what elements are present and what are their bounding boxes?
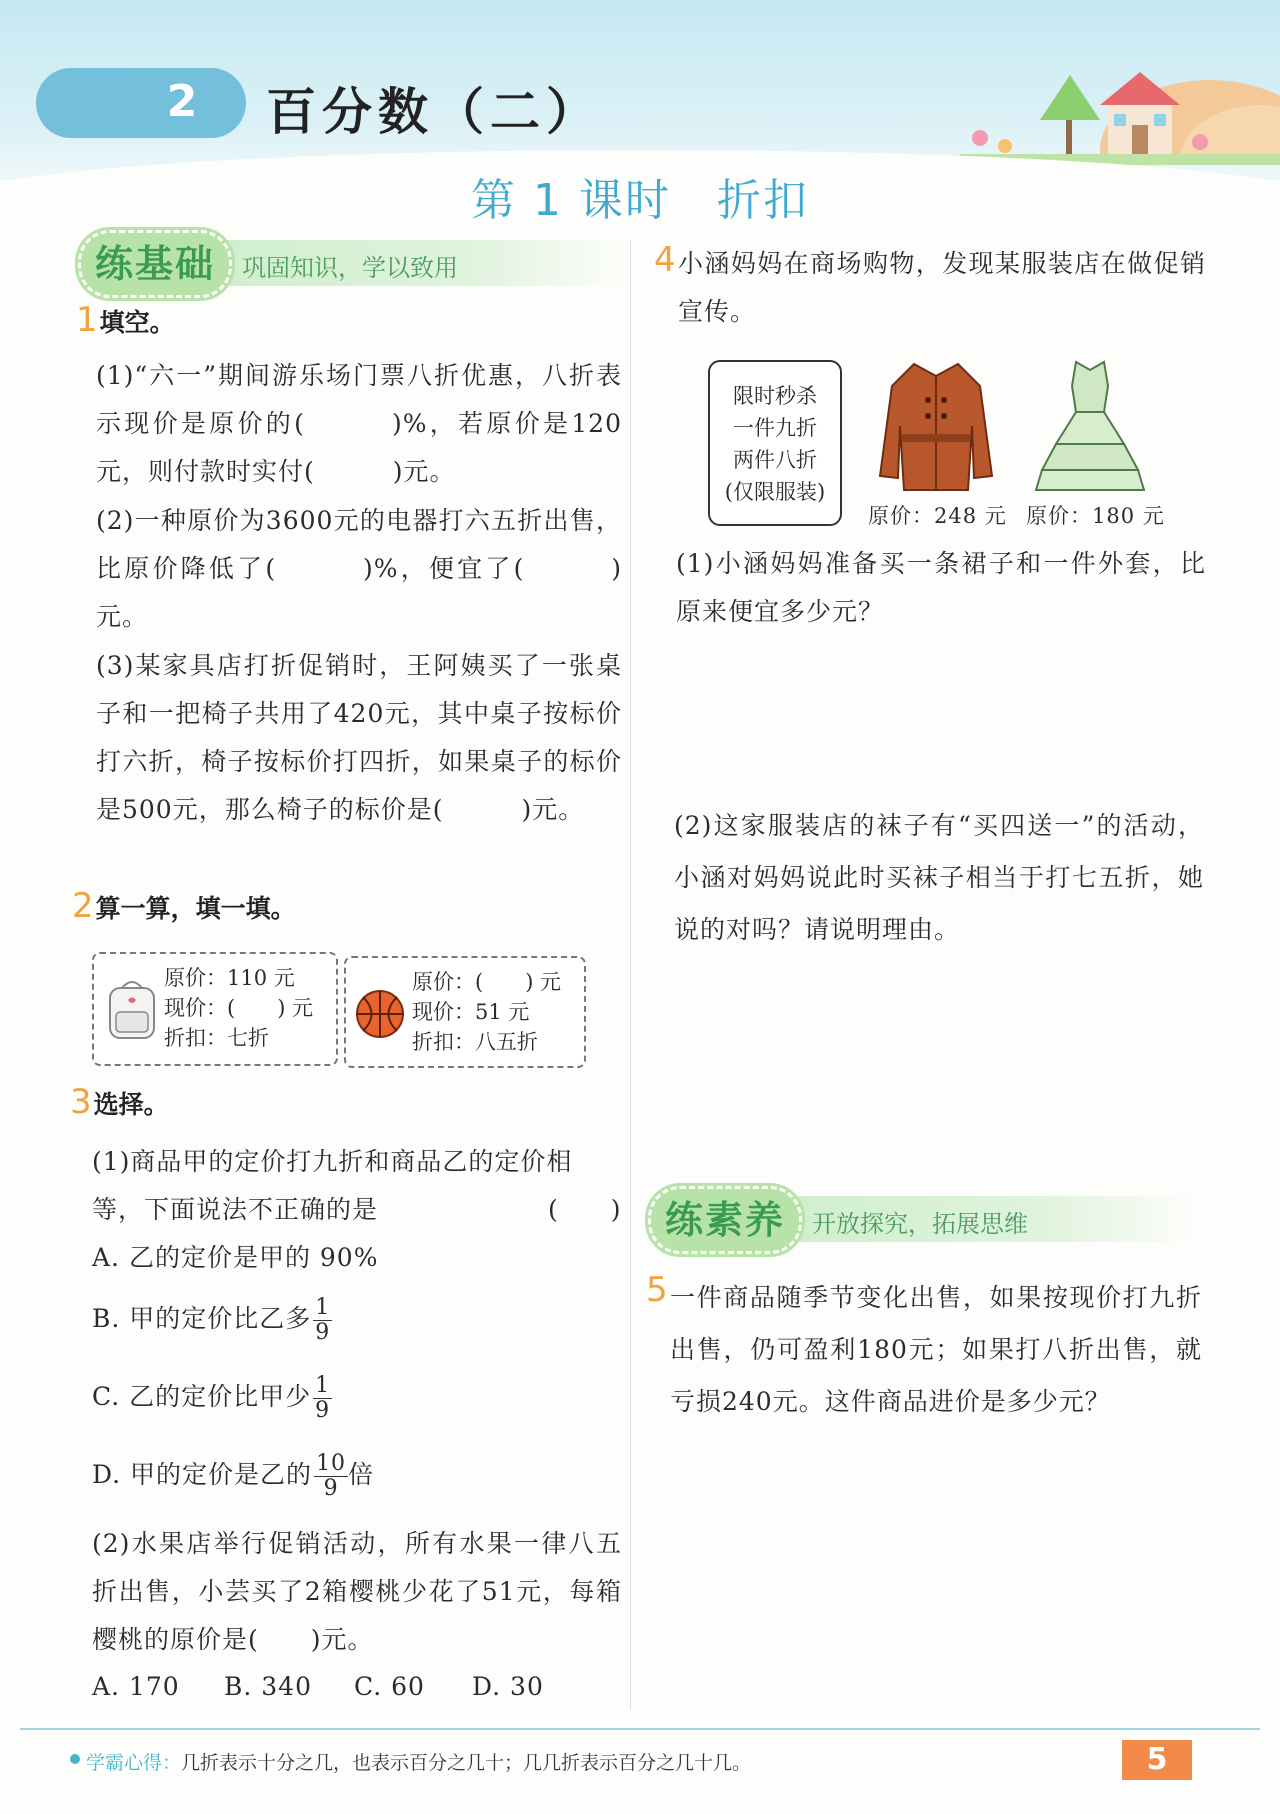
chapter-title: 百分数（二）: [266, 83, 602, 141]
section-banner-advanced: [656, 1196, 1196, 1242]
question-3-title: 选择。: [93, 1090, 169, 1119]
page-number: 5: [1122, 1740, 1192, 1780]
question-1-part-3: (3)某家具店打折促销时，王阿姨买了一张桌子和一把椅子共用了420元，其中桌子按标价打六折，椅子按标价打四折，如果桌子的标价是500元，那么椅子的标价是( )元。: [96, 651, 622, 824]
backpack-discount: 折扣：七折: [164, 1026, 269, 1050]
question-5-number-wrap: [646, 1270, 670, 1310]
option-c-text: C. 乙的定价比甲少: [92, 1382, 312, 1411]
question-2-number: 2: [72, 886, 94, 926]
backpack-original-price: 原价：110 元: [164, 966, 295, 990]
footer-tip: [86, 1748, 751, 1775]
dress-icon: [1034, 356, 1146, 496]
promo-line-4: (仅限服装): [724, 480, 826, 504]
footer-bullet-icon: [70, 1754, 80, 1764]
option-c: [92, 1374, 332, 1423]
footer-tip-text: 几折表示十分之几，也表示百分之几十；几几折表示百分之几十几。: [181, 1752, 752, 1774]
basketball-current-price: 现价：51 元: [412, 1000, 530, 1024]
lesson-number: 第 1 课时: [471, 175, 671, 226]
question-3-1-line-1: (1)商品甲的定价打九折和商品乙的定价相: [92, 1147, 573, 1176]
question-3-1-answer-paren: ( ): [548, 1195, 622, 1224]
question-4-part-1: (1)小涵妈妈准备买一条裙子和一件外套，比原来便宜多少元？: [676, 549, 1206, 626]
dress-price: 原价：180 元: [1026, 504, 1165, 528]
section-subtitle-basic: 巩固知识，学以致用: [242, 254, 458, 282]
question-3-heading: [70, 1082, 169, 1122]
footer-divider: [20, 1728, 1260, 1730]
question-4-number-wrap: [654, 240, 678, 280]
coat-price: 原价：248 元: [868, 504, 1007, 528]
option-d: [92, 1452, 374, 1501]
promo-sign: [708, 360, 842, 526]
basketball-icon: [354, 988, 406, 1040]
fraction-denominator: 9: [323, 1476, 339, 1501]
lesson-title: [0, 164, 1280, 228]
option-b-fraction: [313, 1296, 332, 1345]
question-4-number: 4: [654, 240, 676, 280]
footer-tip-label: 学霸心得：: [86, 1752, 182, 1774]
fraction-numerator: 10: [316, 1451, 347, 1476]
promo-line-2: 一件九折: [733, 416, 817, 440]
page-header: [0, 0, 1280, 180]
chapter-pill: [36, 68, 246, 138]
fraction-denominator: 9: [315, 1398, 331, 1423]
question-5-text: 一件商品随季节变化出售，如果按现价打九折出售，仍可盈利180元；如果打八折出售，就亏损240元。这件商品进价是多少元？: [670, 1283, 1202, 1416]
question-4-intro: 小涵妈妈在商场购物，发现某服装店在做促销宣传。: [678, 249, 1206, 326]
option-d-fraction: [314, 1452, 348, 1501]
choice-d: D. 30: [472, 1672, 544, 1701]
question-1-part-2: (2)一种原价为3600元的电器打六五折出售，比原价降低了( )%，便宜了( )元。: [96, 506, 622, 631]
option-d-suffix: 倍: [348, 1460, 375, 1489]
price-card-backpack: [92, 952, 338, 1066]
option-c-fraction: [313, 1374, 332, 1423]
option-a: A. 乙的定价是甲的 90%: [92, 1243, 379, 1272]
promo-line-3: 两件八折: [733, 448, 817, 472]
option-b: [92, 1296, 332, 1345]
fraction-numerator: 1: [315, 1373, 331, 1398]
price-card-basketball: [344, 956, 586, 1068]
backpack-current-price: 现价：( ) 元: [164, 996, 314, 1020]
basketball-discount: 折扣：八五折: [412, 1030, 538, 1054]
question-1-title: 填空。: [99, 308, 175, 337]
question-3-1-line-2: 等，下面说法不正确的是: [92, 1195, 379, 1224]
question-1-part-1: (1)“六一”期间游乐场门票八折优惠，八折表示现价是原价的( )%，若原价是120元，则付款时实付( )元。: [96, 361, 622, 486]
question-1-heading: [76, 300, 175, 340]
question-1-number: 1: [76, 300, 98, 340]
lesson-topic: 折扣: [716, 175, 809, 226]
coat-icon: [876, 356, 996, 496]
question-4-part-2: (2)这家服装店的袜子有“买四送一”的活动，小涵对妈妈说此时买袜子相当于打七五折，她说的对吗？请说明理由。: [674, 811, 1204, 944]
question-2-title: 算一算，填一填。: [95, 894, 296, 923]
choice-b: B. 340: [224, 1672, 312, 1701]
choice-c: C. 60: [354, 1672, 425, 1701]
promo-line-1: 限时秒杀: [733, 384, 817, 408]
chapter-number: 2: [166, 76, 198, 127]
question-3-part-2: (2)水果店举行促销活动，所有水果一律八五折出售，小芸买了2箱樱桃少花了51元，每箱樱桃的原价是( )元。: [92, 1529, 622, 1654]
fraction-denominator: 9: [315, 1320, 331, 1345]
question-2-heading: [72, 886, 296, 926]
choice-a: A. 170: [92, 1672, 180, 1701]
option-b-text: B. 甲的定价比乙多: [92, 1304, 312, 1333]
fraction-numerator: 1: [315, 1295, 331, 1320]
section-badge-advanced: 练素养: [648, 1186, 802, 1254]
section-subtitle-advanced: 开放探究，拓展思维: [812, 1210, 1028, 1238]
option-d-text: D. 甲的定价是乙的: [92, 1460, 313, 1489]
question-3-number: 3: [70, 1082, 92, 1122]
section-badge-basic: 练基础: [78, 230, 232, 298]
house-illustration: [960, 50, 1280, 165]
backpack-icon: [104, 976, 160, 1042]
section-banner-basic: [86, 240, 626, 286]
basketball-original-price: 原价：( ) 元: [412, 970, 562, 994]
column-divider: [630, 240, 631, 1710]
question-5-number: 5: [646, 1270, 668, 1310]
